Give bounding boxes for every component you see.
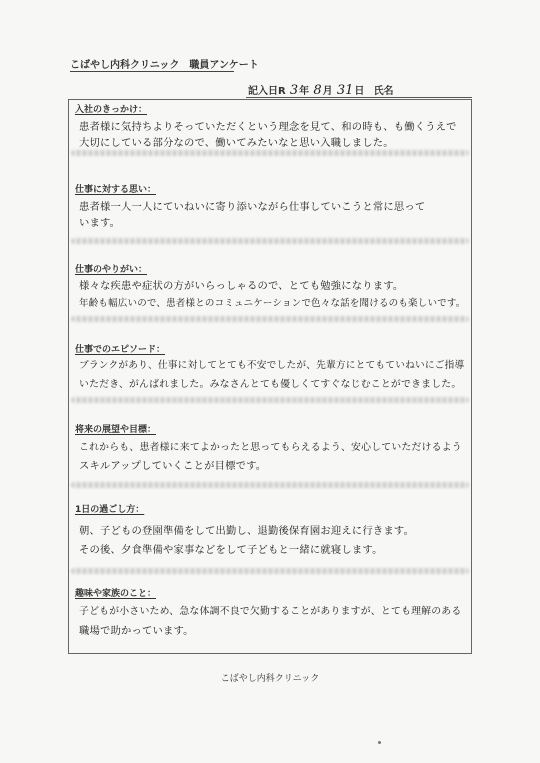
section-join-reason bbox=[69, 100, 471, 160]
section-label: 将来の展望や目標： bbox=[75, 425, 157, 435]
section-episode bbox=[69, 340, 471, 410]
answer-line: 大切にしている部分なので、働いてみたいなと思い入職しました。 bbox=[79, 137, 394, 149]
answer-line: います。 bbox=[79, 217, 121, 229]
section-label: 仕事に対する思い： bbox=[75, 185, 157, 195]
answer-line: 子どもが小さいため、急な体調不良で欠勤することがありますが、とても理解のある bbox=[79, 606, 462, 617]
scan-artifact bbox=[71, 150, 469, 156]
entry-month: 8 bbox=[313, 83, 322, 98]
scan-artifact bbox=[71, 316, 469, 322]
section-label: 趣味や家族のこと： bbox=[75, 589, 157, 599]
section-label: 入社のきっかけ： bbox=[75, 105, 148, 115]
answer-line: 患者様に気持ちよりそっていただくという理念を見て、和の時も、も働くうえで bbox=[79, 121, 457, 133]
answer-line: 年齢も幅広いので、患者様とのコミュニケーションで色々な話を聞けるのも楽しいです。 bbox=[79, 298, 466, 309]
day-unit: 日 bbox=[354, 86, 365, 97]
scan-artifact bbox=[71, 397, 469, 403]
answer-line: 朝、子どもの登園準備をして出勤し、退勤後保育園お迎えに行きます。 bbox=[79, 525, 415, 537]
section-label: 仕事でのエピソード： bbox=[75, 345, 166, 355]
entry-date-prefix: 記入日R bbox=[248, 86, 286, 97]
answer-line: その後、夕食準備や家事などをして子どもと一緒に就寝します。 bbox=[79, 544, 383, 556]
answer-line: ブランクがあり、仕事に対してとても不安でしたが、先輩方にとてもていねいにご指導 bbox=[79, 360, 465, 371]
section-future-goals bbox=[69, 420, 471, 490]
section-rewarding bbox=[69, 260, 471, 330]
scan-artifact bbox=[71, 568, 469, 574]
section-daily-routine bbox=[69, 500, 471, 580]
scan-speck bbox=[378, 741, 381, 744]
name-label: 氏名 bbox=[373, 86, 394, 97]
answer-line: 職場で助かっています。 bbox=[79, 625, 194, 637]
month-unit: 月 bbox=[322, 86, 333, 97]
section-label: 仕事のやりがい： bbox=[75, 265, 148, 275]
scan-artifact bbox=[71, 238, 469, 244]
entry-date-row bbox=[248, 82, 394, 98]
footer-clinic-name: こばやし内科クリニック bbox=[220, 674, 320, 684]
answer-line: スキルアップしていくことが目標です。 bbox=[79, 460, 267, 472]
answer-line: これからも、患者様に来てよかったと思ってもらえるよう、安心していただけるよう bbox=[79, 442, 462, 453]
survey-title: こばやし内科クリニック 職員アンケート bbox=[70, 60, 259, 71]
entry-year: 3 bbox=[289, 83, 299, 98]
year-unit: 年 bbox=[299, 86, 310, 97]
answer-line: 様々な疾患や症状の方がいらっしゃるので、とても勉強になります。 bbox=[79, 280, 404, 292]
section-hobbies-family bbox=[69, 584, 471, 654]
answer-line: いただき、がんばれました。みなさんとても優しくてすぐなじむことができました。 bbox=[79, 379, 462, 390]
entry-day: 31 bbox=[336, 83, 354, 98]
survey-form-box bbox=[68, 99, 472, 654]
section-label: 1日の過ごし方： bbox=[75, 505, 145, 515]
title-underline bbox=[70, 71, 234, 72]
date-name-underline bbox=[246, 97, 472, 98]
section-work-thoughts bbox=[69, 180, 471, 250]
answer-line: 患者様一人一人にていねいに寄り添いながら仕事していこうと常に思って bbox=[79, 201, 426, 213]
scan-artifact bbox=[71, 482, 469, 488]
